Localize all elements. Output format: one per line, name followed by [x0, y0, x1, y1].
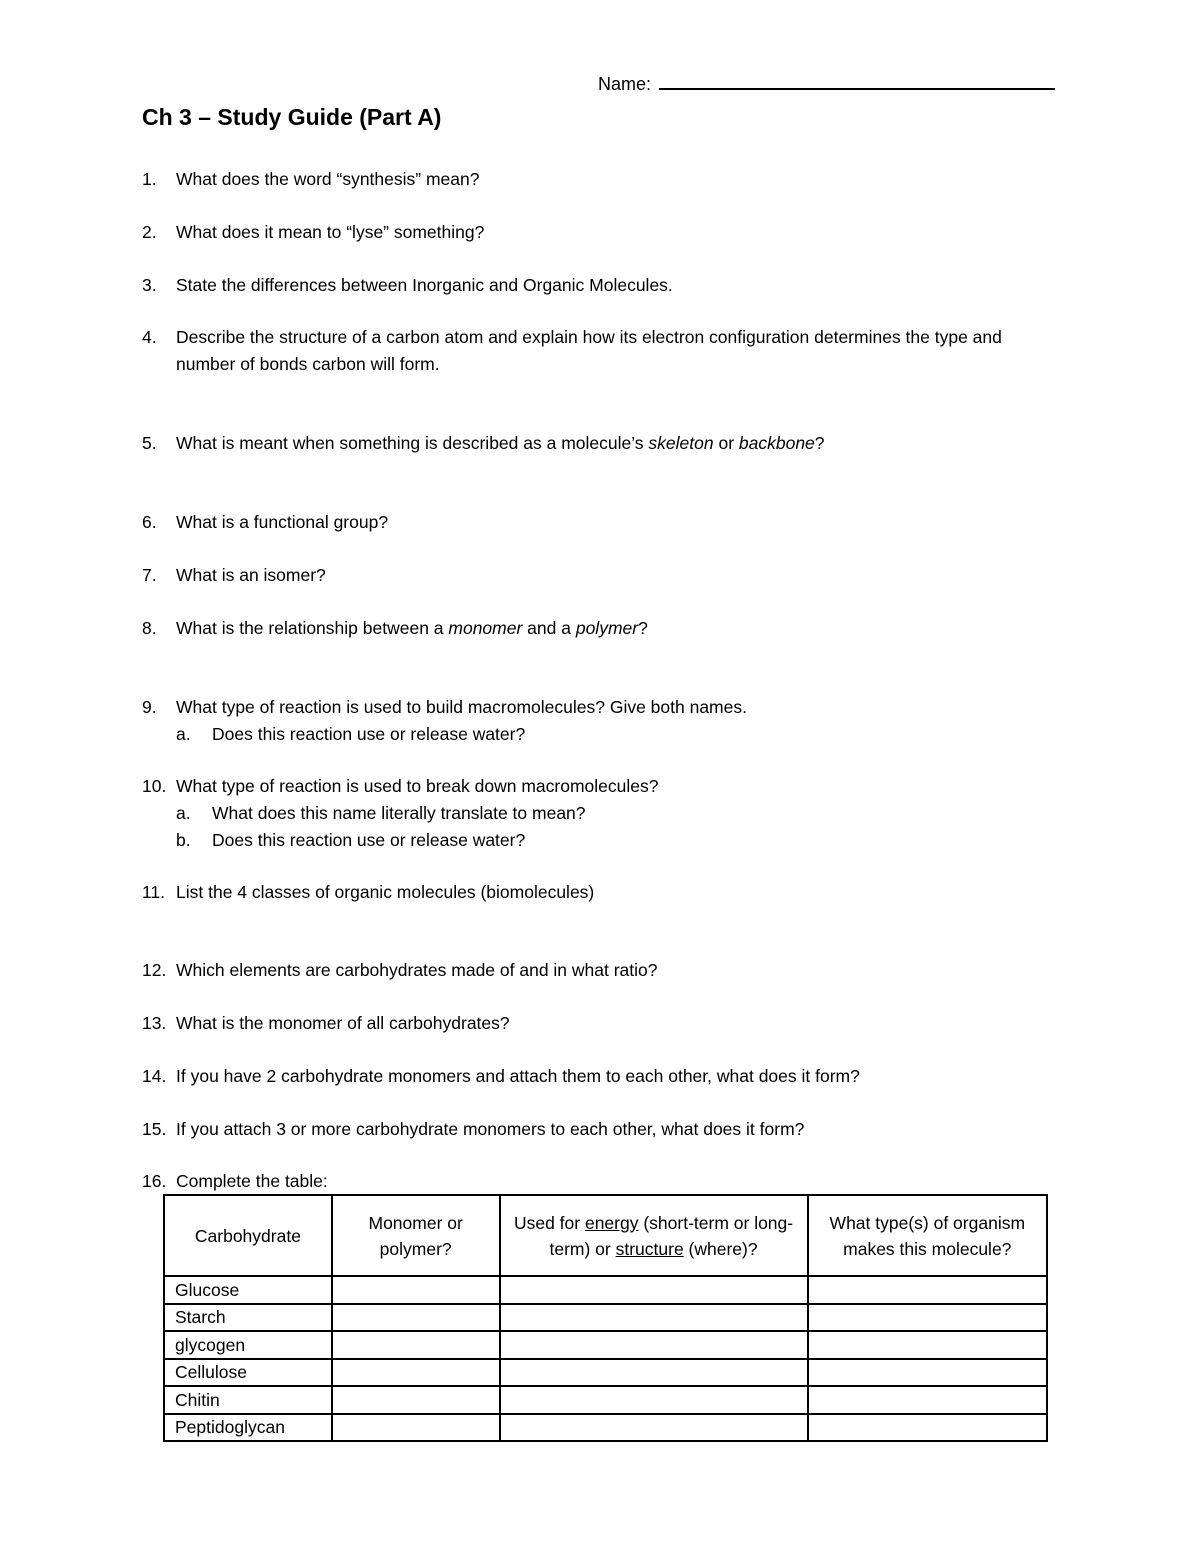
answer-cell[interactable]	[500, 1359, 808, 1387]
table-row	[164, 1414, 1047, 1442]
answer-cell[interactable]	[808, 1414, 1047, 1442]
answer-cell[interactable]	[332, 1276, 500, 1304]
question-number: 16.	[142, 1171, 167, 1191]
question-7	[142, 562, 1062, 589]
question-number: 6.	[142, 512, 157, 532]
question-14	[142, 1063, 1062, 1090]
question-number: 15.	[142, 1119, 167, 1139]
question-number: 14.	[142, 1066, 167, 1086]
row-label: Peptidoglycan	[164, 1414, 332, 1442]
question-text: If you attach 3 or more carbohydrate monomers to each other, what does it form?	[176, 1119, 805, 1139]
table-row	[164, 1386, 1047, 1414]
question-9	[142, 694, 1062, 748]
table-row	[164, 1331, 1047, 1359]
sub-question	[176, 800, 1062, 827]
question-12	[142, 957, 1062, 984]
question-number: 9.	[142, 697, 157, 717]
sub-question-text: Does this reaction use or release water?	[212, 724, 526, 744]
question-6	[142, 509, 1062, 536]
question-13	[142, 1010, 1062, 1037]
header-energy-or-structure: Used for energy (short-term or long-term) or structure (where)?	[500, 1195, 808, 1276]
answer-cell[interactable]	[332, 1386, 500, 1414]
question-text: List the 4 classes of organic molecules (biomolecules)	[176, 882, 595, 902]
question-number: 10.	[142, 776, 167, 796]
name-row	[598, 74, 1055, 95]
question-text: What is meant when something is described as a molecule’s skeleton or backbone?	[176, 433, 825, 453]
answer-cell[interactable]	[808, 1386, 1047, 1414]
row-label: Chitin	[164, 1386, 332, 1414]
sub-question-letter: a.	[176, 724, 191, 744]
question-15	[142, 1116, 1062, 1143]
answer-cell[interactable]	[808, 1331, 1047, 1359]
question-number: 4.	[142, 327, 157, 347]
question-2	[142, 219, 1062, 246]
answer-cell[interactable]	[332, 1414, 500, 1442]
question-text: Describe the structure of a carbon atom and explain how its electron configuration determines the type and number of bonds carbon will form.	[176, 327, 1002, 374]
question-8	[142, 615, 1062, 642]
question-number: 3.	[142, 275, 157, 295]
answer-cell[interactable]	[500, 1304, 808, 1332]
term-structure: structure	[615, 1238, 684, 1259]
answer-cell[interactable]	[332, 1359, 500, 1387]
table-row	[164, 1276, 1047, 1304]
question-number: 1.	[142, 169, 157, 189]
answer-cell[interactable]	[500, 1386, 808, 1414]
question-11	[142, 879, 1062, 906]
question-number: 8.	[142, 618, 157, 638]
question-text: What does the word “synthesis” mean?	[176, 169, 480, 189]
sub-question-text: What does this name literally translate to mean?	[212, 803, 586, 823]
answer-cell[interactable]	[332, 1304, 500, 1332]
term-monomer: monomer	[448, 618, 523, 638]
question-text: What is an isomer?	[176, 565, 326, 585]
question-4	[142, 324, 1052, 378]
question-5	[142, 430, 1062, 457]
question-text: What type of reaction is used to build macromolecules? Give both names.	[176, 697, 747, 717]
question-text: What is the monomer of all carbohydrates?	[176, 1013, 510, 1033]
term-energy: energy	[584, 1212, 639, 1233]
question-text: What is a functional group?	[176, 512, 389, 532]
term-backbone: backbone	[738, 433, 815, 453]
question-text: If you have 2 carbohydrate monomers and attach them to each other, what does it form?	[176, 1066, 860, 1086]
question-16	[142, 1168, 1062, 1195]
question-1	[142, 166, 1062, 193]
name-label: Name:	[598, 74, 652, 94]
row-label: glycogen	[164, 1331, 332, 1359]
question-text: State the differences between Inorganic and Organic Molecules.	[176, 275, 673, 295]
header-carbohydrate: Carbohydrate	[164, 1195, 332, 1276]
header-organism-type: What type(s) of organism makes this molecule?	[808, 1195, 1047, 1276]
row-label: Starch	[164, 1304, 332, 1332]
question-text: What type of reaction is used to break down macromolecules?	[176, 776, 659, 796]
question-number: 7.	[142, 565, 157, 585]
question-number: 2.	[142, 222, 157, 242]
question-number: 5.	[142, 433, 157, 453]
answer-cell[interactable]	[332, 1331, 500, 1359]
name-field[interactable]	[659, 88, 1055, 90]
sub-question	[176, 721, 1062, 748]
sub-question-letter: a.	[176, 803, 191, 823]
term-polymer: polymer	[575, 618, 639, 638]
question-number: 13.	[142, 1013, 167, 1033]
term-skeleton: skeleton	[648, 433, 714, 453]
table-row	[164, 1359, 1047, 1387]
sub-question-letter: b.	[176, 830, 191, 850]
sub-question	[176, 827, 1062, 854]
page-title: Ch 3 – Study Guide (Part A)	[142, 104, 442, 130]
question-number: 11.	[142, 882, 166, 902]
answer-cell[interactable]	[500, 1414, 808, 1442]
question-text: What is the relationship between a monomer and a polymer?	[176, 618, 648, 638]
sub-question-text: Does this reaction use or release water?	[212, 830, 526, 850]
answer-cell[interactable]	[500, 1331, 808, 1359]
row-label: Glucose	[164, 1276, 332, 1304]
answer-cell[interactable]	[808, 1359, 1047, 1387]
question-3	[142, 272, 1062, 299]
carbohydrate-table	[163, 1194, 1048, 1442]
answer-cell[interactable]	[808, 1276, 1047, 1304]
row-label: Cellulose	[164, 1359, 332, 1387]
header-monomer-or-polymer: Monomer or polymer?	[332, 1195, 500, 1276]
answer-cell[interactable]	[500, 1276, 808, 1304]
question-text: Which elements are carbohydrates made of and in what ratio?	[176, 960, 658, 980]
question-10	[142, 773, 1062, 854]
question-number: 12.	[142, 960, 167, 980]
question-text: Complete the table:	[176, 1171, 328, 1191]
answer-cell[interactable]	[808, 1304, 1047, 1332]
table-row	[164, 1304, 1047, 1332]
table-header-row	[164, 1195, 1047, 1276]
question-text: What does it mean to “lyse” something?	[176, 222, 485, 242]
